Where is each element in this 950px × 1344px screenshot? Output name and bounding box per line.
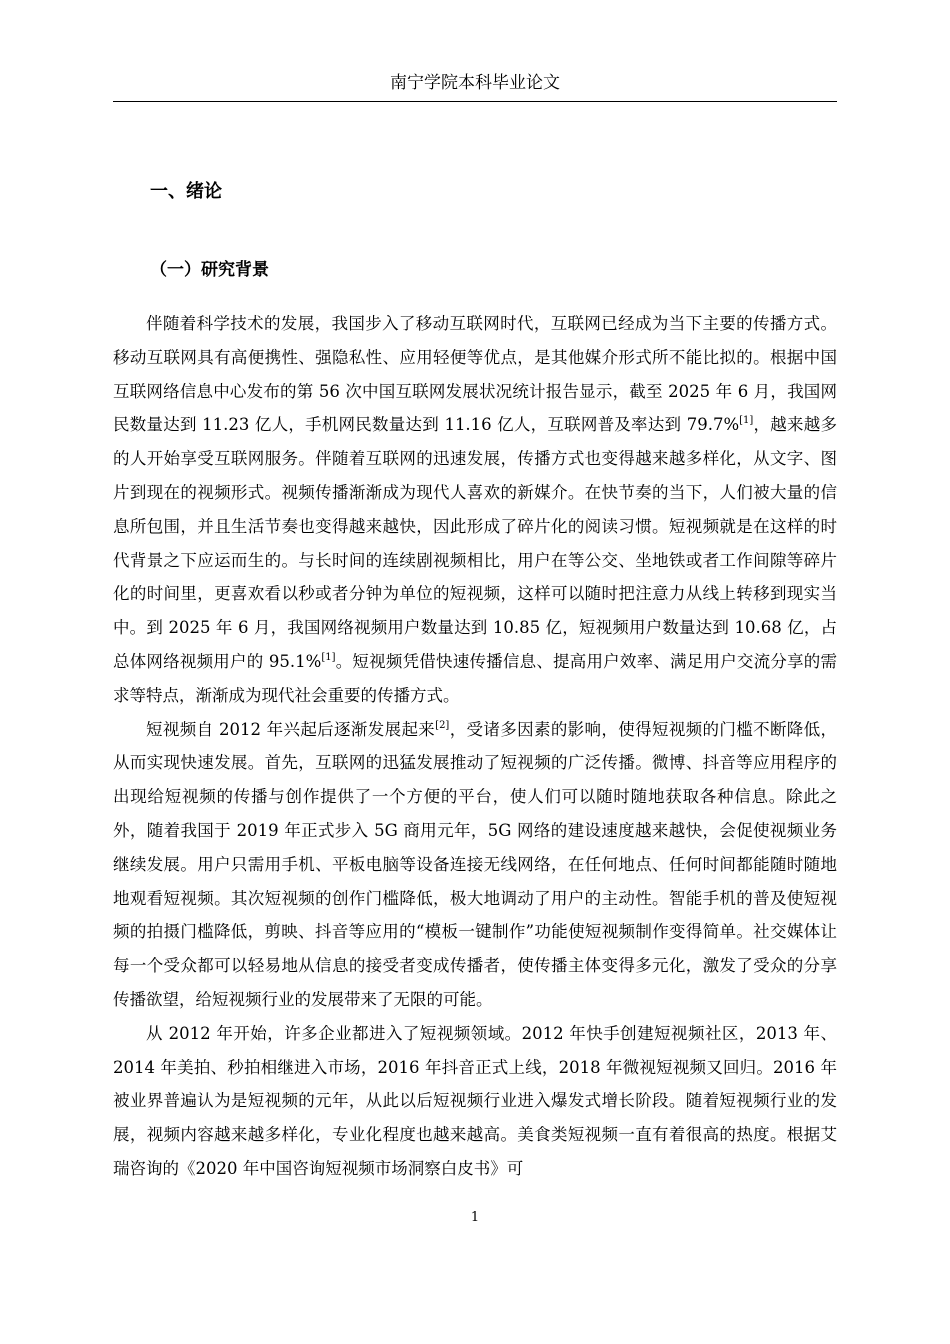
body-text [113,307,837,1186]
citation-ref: [1] [321,651,336,663]
page-number: 1 [470,1210,480,1225]
citation-ref: [1] [739,415,754,427]
text-run: ，越来越多的人开始享受互联网服务。伴随着互联网的迅速发展，传播方式也变得越来越多样化，从文字、图片到现在的视频形式。视频传播渐渐成为现代人喜欢的新媒介。在快节奏的当下，人们被大量的信息所包围，并且生活节奏也变得越来越快，因此形成了碎片化的阅读习惯。短视频就是在这样的时代背景之下应运而生的。与长时间的连续剧视频相比，用户在等公交、坐地铁或者工作间隙等碎片化的时间里，更喜欢看以秒或者分钟为单位的短视频，这样可以随时把注意力从线上转移到现实当中。到 2025 年 6 月，我国网络视频用户数量达到 10.85 亿，短视频用户数量达到 10.68 亿，占总体网络视频用户的 95.1% [113,415,837,671]
text-run: 从 2012 年开始，许多企业都进入了短视频领域。2012 年快手创建短视频社区，2013 年、2014 年美拍、秒拍相继进入市场，2016 年抖音正式上线，2018 年微视短视频又回归。2016 年被业界普遍认为是短视频的元年，从此以后短视频行业进入爆发式增长阶段。随着短视频行业的发展，视频内容越来越多样化，专业化程度也越来越高。美食类短视频一直有着很高的热度。根据艾瑞咨询的《2020 年中国咨询短视频市场洞察白皮书》可 [113,1023,837,1178]
text-run: ，受诸多因素的影响，使得短视频的门槛不断降低，从而实现快速发展。首先，互联网的迅猛发展推动了短视频的广泛传播。微博、抖音等应用程序的出现给短视频的传播与创作提供了一个方便的平台，使人们可以随时随地获取各种信息。除此之外，随着我国于 2019 年正式步入 5G 商用元年，5G 网络的建设速度越来越快，会促使视频业务继续发展。用户只需用手机、平板电脑等设备连接无线网络，在任何地点、任何时间都能随时随地地观看短视频。其次短视频的创作门槛降低，极大地调动了用户的主动性。智能手机的普及使短视频的拍摄门槛降低，剪映、抖音等应用的“模板一键制作”功能使短视频制作变得简单。社交媒体让每一个受众都可以轻易地从信息的接受者变成传播者，使传播主体变得多元化，激发了受众的分享传播欲望，给短视频行业的发展带来了无限的可能。 [113,719,838,1009]
chapter-heading: 一、绪论 [150,181,222,202]
citation-ref: [2] [435,719,450,731]
text-run: 。短视频凭借快速传播信息、提高用户效率、满足用户交流分享的需求等特点，渐渐成为现代社会重要的传播方式。 [113,651,837,705]
paragraph-2 [113,713,837,1017]
text-run: 短视频自 2012 年兴起后逐渐发展起来 [146,719,436,739]
paragraph-3 [113,1017,837,1186]
paragraph-1 [113,307,837,713]
running-header: 南宁学院本科毕业论文 [390,73,560,93]
text-run: 伴随着科学技术的发展，我国步入了移动互联网时代，互联网已经成为当下主要的传播方式。移动互联网具有高便携性、强隐私性、应用轻便等优点，是其他媒介形式所不能比拟的。根据中国互联网络信息中心发布的第 56 次中国互联网发展状况统计报告显示，截至 2025 年 6 月，我国网民数量达到 11.23 亿人，手机网民数量达到 11.16 亿人，互联网普及率达到 79.7% [113,314,837,435]
section-heading: （一）研究背景 [150,260,269,280]
header-divider [113,101,837,102]
